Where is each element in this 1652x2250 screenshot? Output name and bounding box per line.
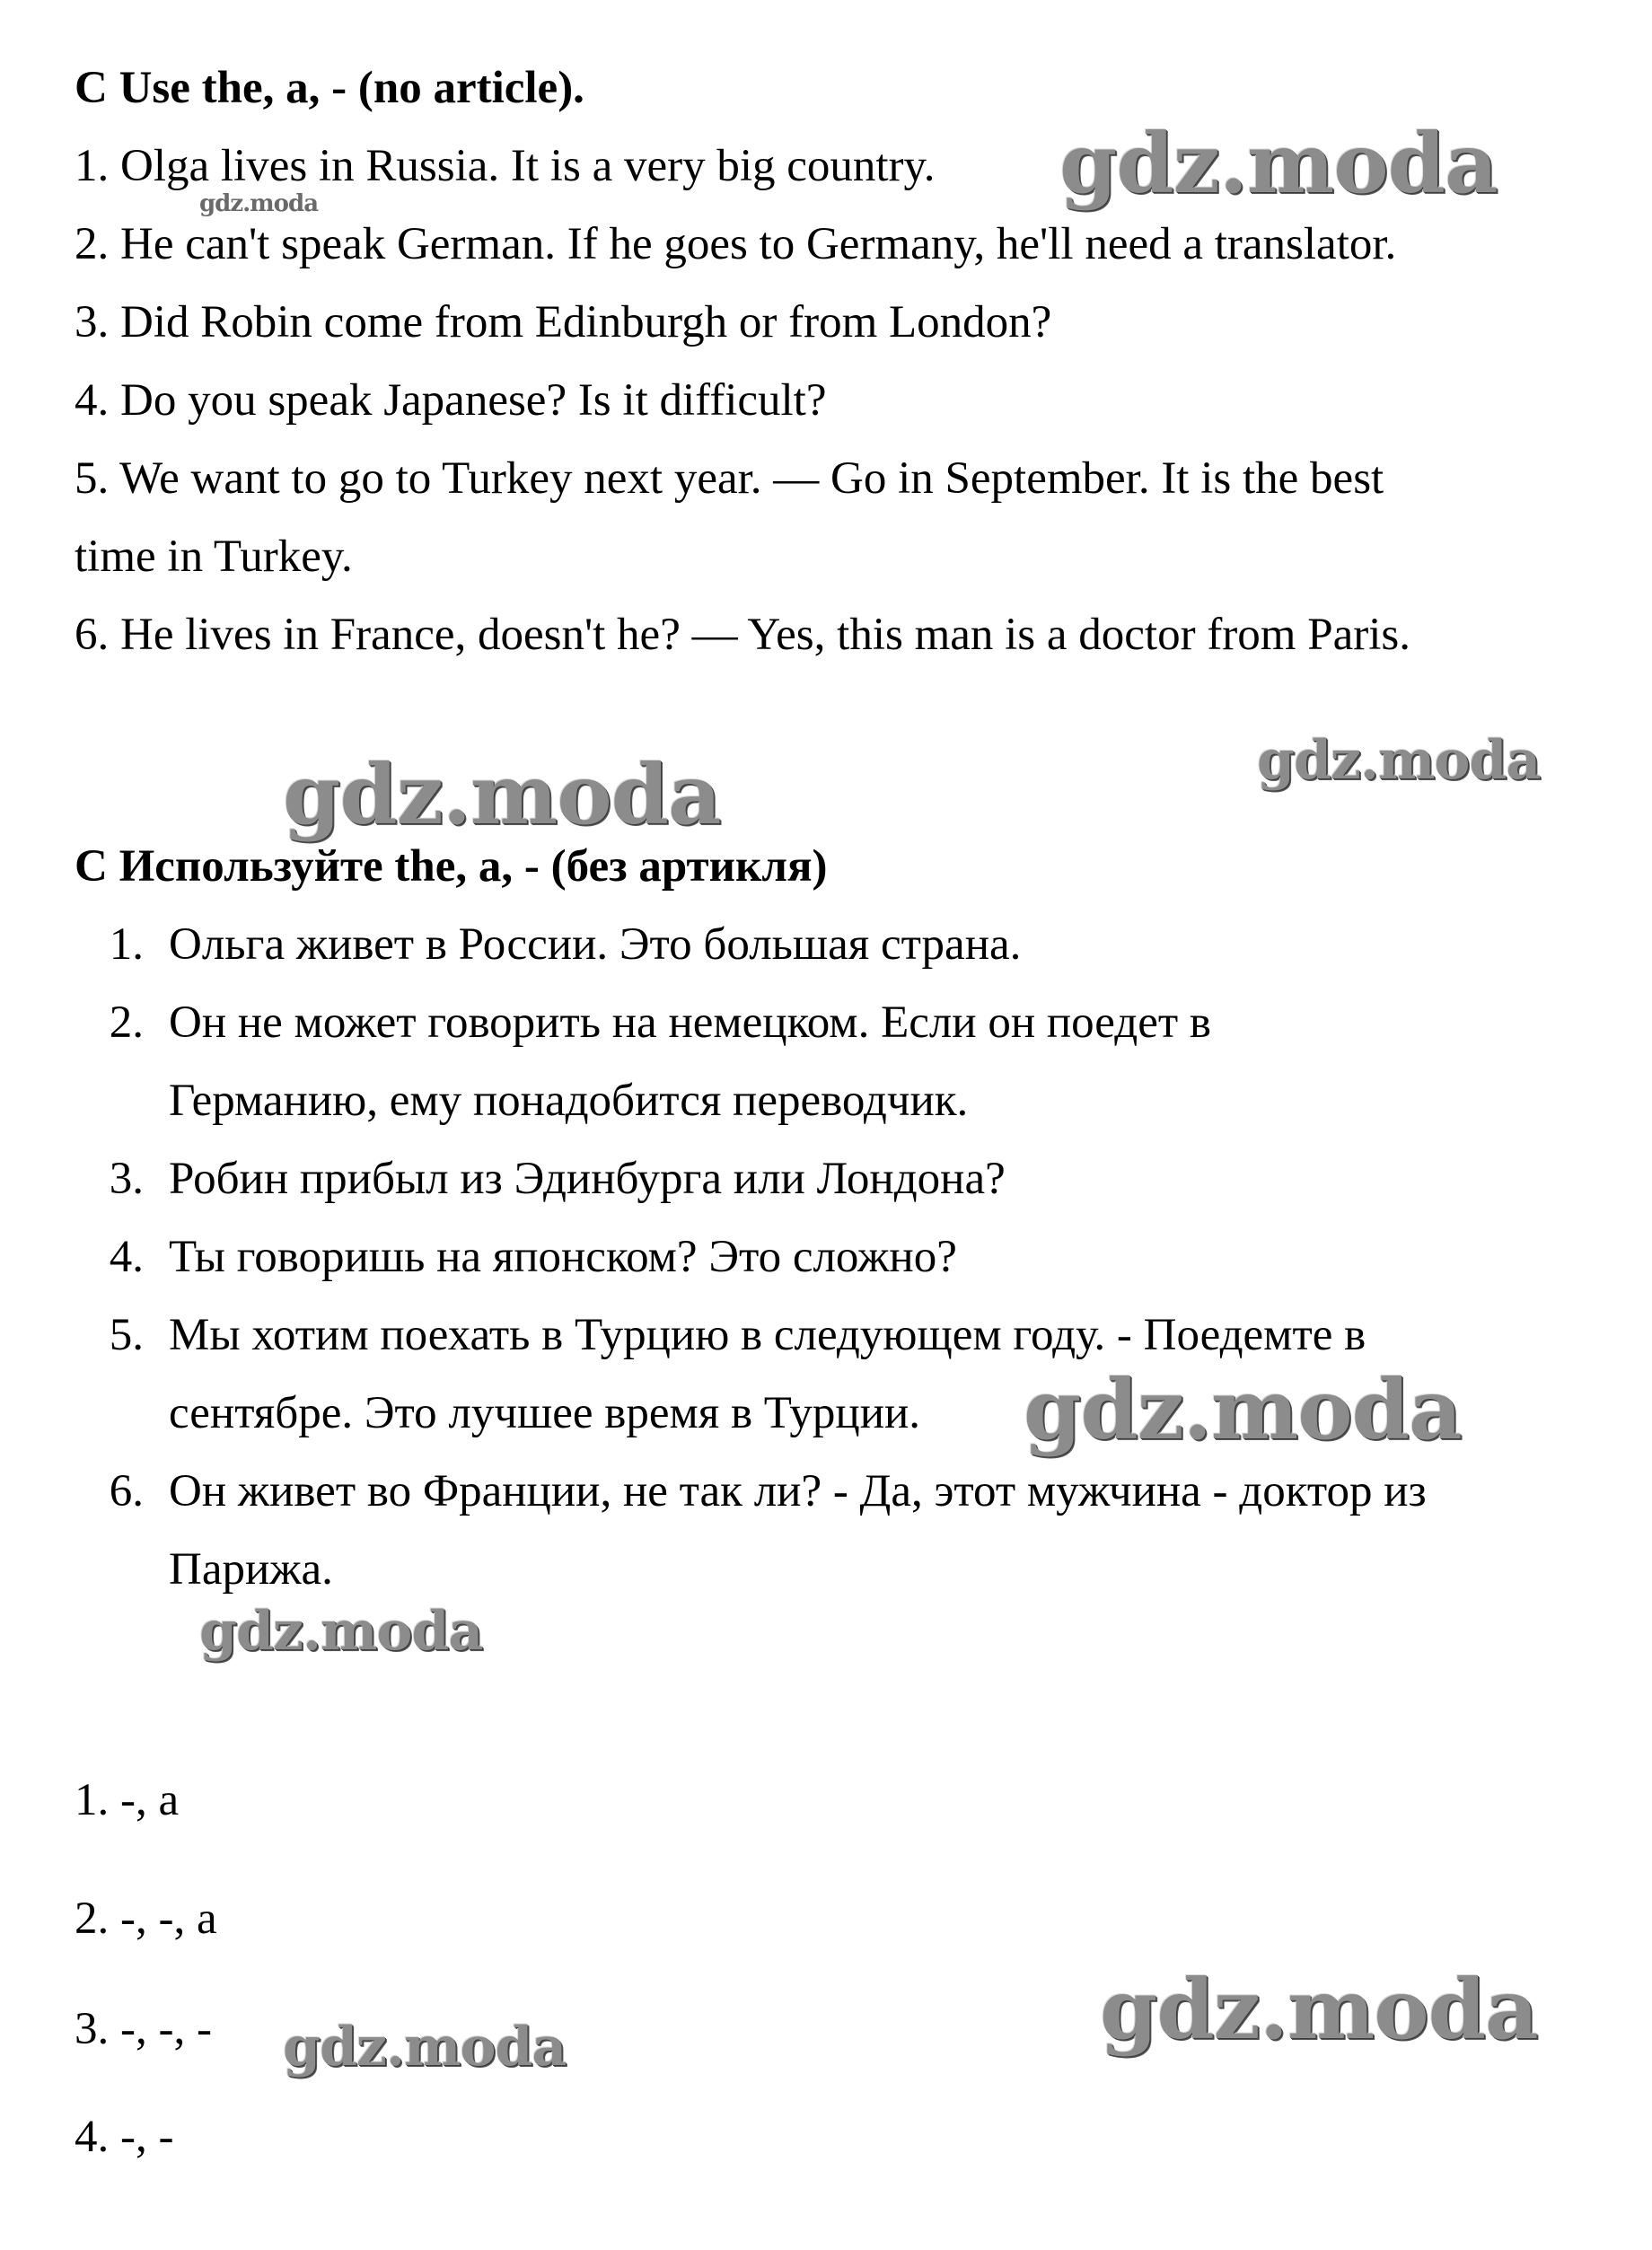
watermark: gdz.moda — [1024, 1361, 1462, 1458]
watermark: gdz.moda — [199, 190, 319, 217]
russian-item-2: Он не может говорить на немецком. Если он поедет в — [169, 998, 1211, 1048]
russian-heading: C Используйте the, a, - (без артикля) — [75, 841, 828, 892]
english-item-4: 4. Do you speak Japanese? Is it difficult? — [75, 375, 827, 426]
russian-item-3-number: 3. — [109, 1154, 144, 1204]
watermark: gdz.moda — [1059, 115, 1498, 212]
russian-item-1: Ольга живет в России. Это большая страна. — [169, 919, 1022, 970]
english-item-3: 3. Did Robin come from Edinburgh or from London? — [75, 297, 1052, 347]
russian-item-6-number: 6. — [109, 1466, 144, 1516]
english-item-5: 5. We want to go to Turkey next year. — Go in September. It is the best — [75, 453, 1384, 504]
watermark: gdz.moda — [283, 746, 721, 843]
answer-2: 2. -, -, a — [75, 1894, 217, 1944]
russian-item-4-number: 4. — [109, 1232, 144, 1282]
russian-item-4: Ты говоришь на японском? Это сложно? — [169, 1232, 957, 1282]
russian-item-5-continued: сентябре. Это лучшее время в Турции. — [169, 1388, 921, 1438]
russian-item-5-number: 5. — [109, 1310, 144, 1360]
watermark: gdz.moda — [1100, 1961, 1538, 2058]
english-item-6: 6. He lives in France, doesn't he? — Yes, this man is a doctor from Paris. — [75, 610, 1410, 660]
russian-item-6-continued: Парижа. — [169, 1544, 333, 1595]
russian-item-6: Он живет во Франции, не так ли? - Да, этот мужчина - доктор из — [169, 1466, 1427, 1516]
russian-item-3: Робин прибыл из Эдинбурга или Лондона? — [169, 1154, 1006, 1204]
english-item-1: 1. Olga lives in Russia. It is a very big country. — [75, 141, 936, 191]
answer-3: 3. -, -, - — [75, 2004, 212, 2054]
watermark: gdz.moda — [199, 1600, 483, 1663]
russian-item-1-number: 1. — [109, 919, 144, 970]
russian-item-2-continued: Германию, ему понадобится переводчик. — [169, 1076, 969, 1126]
english-heading: C Use the, a, - (no article). — [75, 63, 584, 113]
russian-item-5: Мы хотим поехать в Турцию в следующем году. - Поедемте в — [169, 1310, 1366, 1360]
answer-4: 4. -, - — [75, 2112, 174, 2162]
watermark: gdz.moda — [283, 2016, 567, 2079]
english-item-5-continued: time in Turkey. — [75, 532, 353, 582]
russian-item-2-number: 2. — [109, 998, 144, 1048]
watermark: gdz.moda — [1257, 729, 1541, 792]
english-item-2: 2. He can't speak German. If he goes to Germany, he'll need a translator. — [75, 219, 1397, 269]
answer-1: 1. -, a — [75, 1775, 180, 1825]
